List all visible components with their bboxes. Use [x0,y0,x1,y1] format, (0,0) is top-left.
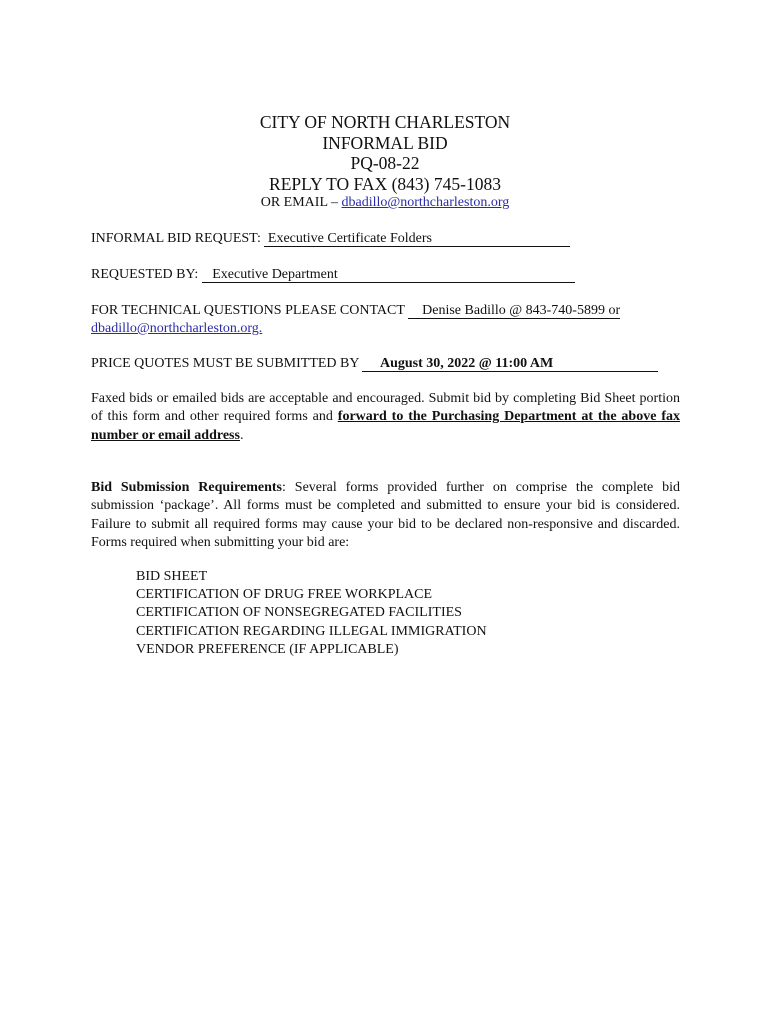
forward-instruction: forward to the Purchasing Department at the above fax number or email address [91,409,680,443]
requirements-paragraph: Bid Submission Requirements: Several forms provided further on comprise the complete bid submission ‘package’. All forms must be completed and submitted to ensure your bid is considered. Failure to submit all required forms may cause your bid to be declared non-responsive and discarded. Forms required when submitting your bid are: [91,480,681,550]
list-item: CERTIFICATION OF DRUG FREE WORKPLACE [136,587,433,603]
list-item: VENDOR PREFERENCE (IF APPLICABLE) [136,641,399,657]
technical-email-line [91,320,262,338]
bid-request-value: Executive Certificate Folders [264,231,570,247]
header-fax: REPLY TO FAX (843) 745-1083 [269,173,501,194]
deadline-label: PRICE QUOTES MUST BE SUBMITTED BY [91,356,363,371]
list-item: CERTIFICATION OF NONSEGREGATED FACILITIES [136,605,462,621]
header-bid-number: PQ-08-22 [350,153,420,173]
bid-request-label: INFORMAL BID REQUEST: [91,231,265,246]
deadline-value: August 30, 2022 @ 11:00 AM [362,356,658,372]
technical-contact-line [91,302,620,320]
requested-by-line [91,266,575,284]
header-email-line [0,194,770,212]
list-item: BID SHEET [136,569,208,584]
document-header [0,112,770,212]
header-email-prefix: OR EMAIL – [260,195,342,210]
header-email-link[interactable]: dbadillo@northcharleston.org [341,195,510,210]
list-item: CERTIFICATION REGARDING ILLEGAL IMMIGRATION [136,623,487,639]
requested-by-label: REQUESTED BY: [91,267,202,282]
bid-request-line [91,230,570,248]
technical-email-link[interactable]: dbadillo@northcharleston.org. [91,321,263,336]
requested-by-value: Executive Department [202,267,575,283]
deadline-line [91,355,658,373]
technical-contact-label: FOR TECHNICAL QUESTIONS PLEASE CONTACT [91,303,409,318]
technical-contact-value: Denise Badillo @ 843-740-5899 or [408,303,620,319]
header-city: CITY OF NORTH CHARLESTON [259,112,511,132]
header-bid-type: INFORMAL BID [322,132,448,153]
faxed-bids-paragraph: Faxed bids or emailed bids are acceptable and encouraged. Submit bid by completing Bid Sheet portion of this form and other required forms and forward to the Purchasing Department at the above fax number or email address. [91,391,680,443]
required-forms-list [136,568,487,659]
requirements-heading: Bid Submission Requirements [91,480,283,495]
